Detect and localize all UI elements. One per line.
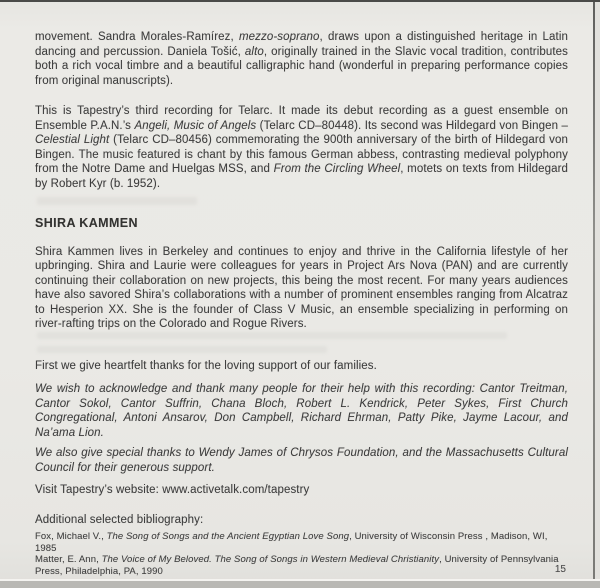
text-run: First we give heartfelt thanks for the loving support of our families. (35, 359, 377, 372)
text-run: We also give special thanks to Wendy James of Chrysos Foundation, and the Massachusetts Cultural Council for their generous support. (35, 447, 568, 474)
bibliography-list (35, 531, 568, 577)
paragraph-families-thanks (35, 359, 568, 374)
text-run: , University of Pennsylvania Press, Philadelphia, PA, 1990 (35, 554, 559, 577)
text-run: , draws upon a distinguished heritage in Latin dancing and percussion. Daniela Tošić, (35, 31, 568, 58)
scan-edge-right-margin (595, 2, 600, 579)
text-run: , originally trained in the Slavic vocal tradition, contributes both a rich vocal timbre and a beautiful calligraphic hand (wonderful in preparing performance copies from original manuscripts). (35, 45, 569, 87)
scan-edge-bottom-shadow (0, 581, 600, 588)
text-run: From the Circling Wheel (273, 163, 401, 175)
text-run: Visit Tapestry’s website: www.activetalk.com/tapestry (35, 484, 310, 496)
text-run: alto (244, 45, 264, 58)
paragraph-shira-bio (35, 245, 568, 332)
text-run: movement. Sandra Morales-Ramírez, (35, 31, 239, 43)
paragraph-special-thanks (35, 446, 568, 475)
section-heading-shira-kammen: SHIRA KAMMEN (35, 216, 138, 230)
text-run: We wish to acknowledge and thank many people for their help with this recording: Cantor Treitman, Cantor Sokol, Cantor Suffrin, Chana Bloch, Robert L. Kendrick, Peter Sykes, First Church Congregational, Antoni Ansarov, Don Campbell, Richard Ehrman, Patty Pike, Jayme Lacour, and Na’ama Lion. (35, 383, 568, 439)
text-run: , University of Wisconsin Press , Madison, WI, 1985 (35, 531, 548, 554)
bibliography-heading: Additional selected bibliography: (35, 513, 204, 526)
page-number: 15 (554, 564, 566, 575)
bibliography-entry (35, 554, 568, 577)
text-run: Celestial Light (35, 134, 110, 146)
text-run: Fox, Michael V., (35, 531, 107, 542)
text-run: This is Tapestry’s third recording for Telarc. It made its debut recording as a guest ensemble on Ensemble P.A.N.’s (35, 105, 568, 132)
bibliography-entry (35, 531, 568, 554)
text-run: (Telarc CD–80448). Its second was Hildegard von Bingen – (256, 119, 568, 132)
text-run: The Song of Songs and the Ancient Egyptian Love Song (106, 531, 350, 542)
text-run: Matter, E. Ann, (35, 554, 102, 565)
text-run: , motets on texts from Hildegard by Robert Kyr (b. 1952). (35, 163, 569, 190)
paragraph-acknowledgements (35, 382, 568, 440)
paragraph-telarc-recordings (35, 104, 568, 191)
website-line (35, 483, 568, 498)
scan-edge-top (0, 0, 600, 2)
text-run: mezzo-soprano (238, 31, 320, 43)
scan-edge-right-line (593, 2, 595, 579)
text-run: (Telarc CD–80456) commemorating the 900th anniversary of the birth of Hildegard von Bingen. The music featured is chant by this famous German abbess, contrasting medieval polyphony from the Notre Dame and Huelgas MSS, and (35, 134, 569, 175)
text-run: The Voice of My Beloved. The Song of Songs in Western Medieval Christianity (101, 554, 440, 565)
text-run: Shira Kammen lives in Berkeley and continues to enjoy and thrive in the California lifestyle of her upbringing. Shira and Laurie were colleagues for years in Project Ars Nova (PAN) and are currently continuing their collaboration on new projects, this being the most recent. For many years audiences have also savored Shira’s collaborations with a number of prominent ensembles ranging from Alcatraz to Hesperion XX. She is the founder of Class V Music, an ensemble specializing in performing on river-rafting trips on the Colorado and Rogue Rivers. (35, 245, 568, 330)
text-run: Angeli, Music of Angels (134, 119, 257, 132)
paragraph-performers (35, 30, 568, 88)
page-content (35, 30, 568, 577)
